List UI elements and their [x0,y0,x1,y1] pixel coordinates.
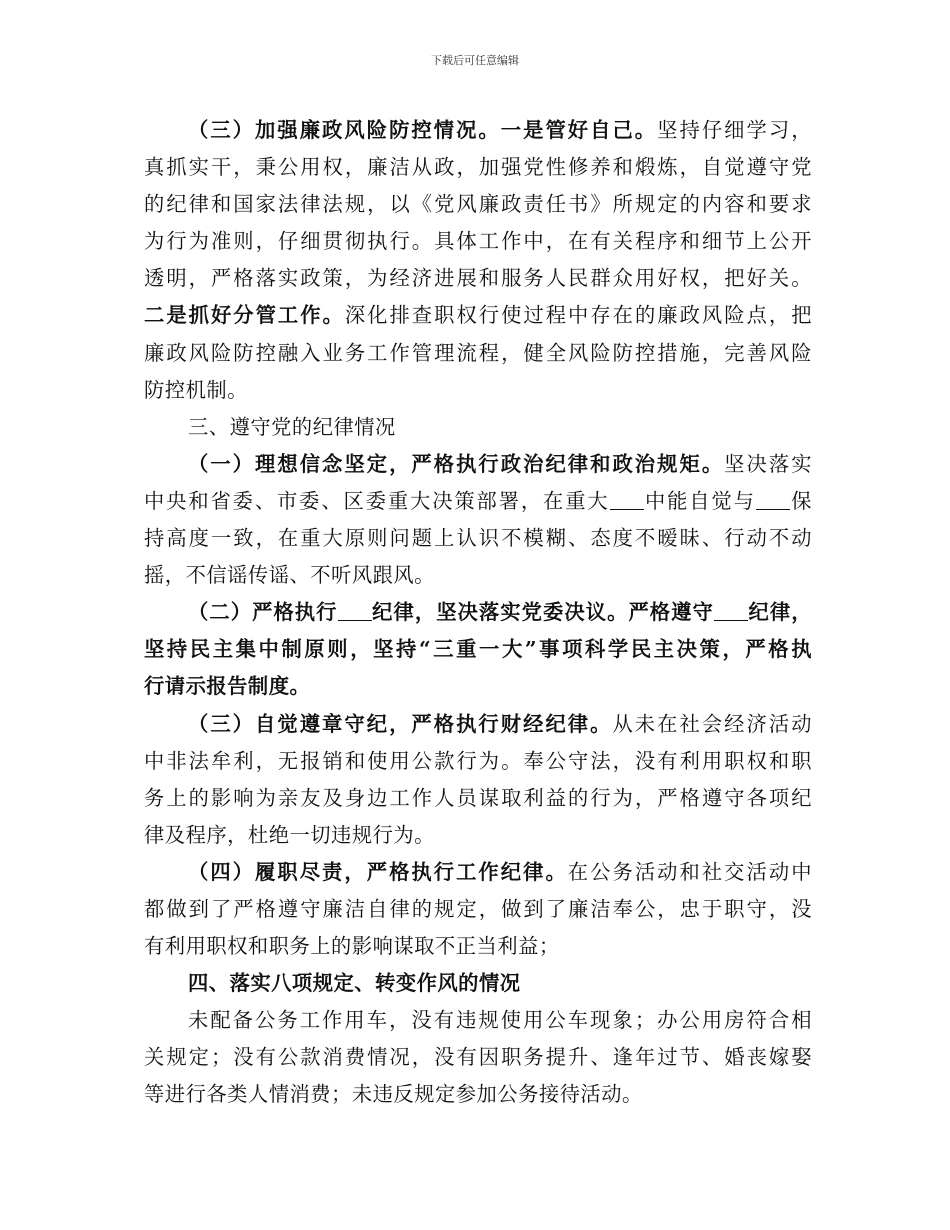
paragraph-line: 坚持民主集中制原则，坚持“三重一大”事项科学民主决策，严格执 [144,637,812,662]
blank-underline [714,600,748,621]
body-text: 从未在社会经济活动 [612,711,812,736]
paragraph-line [144,483,812,520]
paragraph-line: 持高度一致，在重大原则问题上认识不模糊、态度不暧昧、行动不动 [144,526,812,551]
paragraph-line: 透明，严格落实政策，为经济进展和服务人民群众用好权，把好关。 [144,266,812,291]
paragraph-line [144,446,812,483]
paragraph-line [144,706,812,743]
paragraph-line: 真抓实干，秉公用权，廉洁从政，加强党性修养和煅炼，自觉遵守党 [144,155,812,180]
paragraph-line: 行请示报告制度。 [144,674,311,699]
paragraph-line: 未配备公务工作用车，没有违规使用公车现象；办公用房符合相 [188,1008,812,1033]
body-text: 保 [789,488,812,513]
bold-heading: 纪律，坚决落实党委决议。严格遵守 [371,600,714,625]
paragraph-line: 都做到了严格遵守廉洁自律的规定，做到了廉洁奉公，忠于职守，没 [144,896,812,921]
bold-heading: （一）理想信念坚定，严格执行政治纪律和政治规矩。 [188,451,725,476]
paragraph-line: 摇，不信谣传谣、不听风跟风。 [144,563,435,588]
paragraph-line: 防控机制。 [144,377,248,402]
paragraph-line: 关规定；没有公款消费情况，没有因职务提升、逢年过节、婚丧嫁娶 [144,1045,812,1070]
paragraph-line: 务上的影响为亲友及身边工作人员谋取利益的行为，严格遵守各项纪 [144,785,812,810]
paragraph-line: 为行为准则，仔细贯彻执行。具体工作中，在有关程序和细节上公开 [144,229,812,254]
section-heading: 四、落实八项规定、转变作风的情况 [188,971,521,996]
bold-heading: 二是抓好分管工作。 [144,303,345,328]
body-text: 中央和省委、市委、区委重大决策部署，在重大 [144,488,610,513]
body-text: 在公务活动和社交活动中 [567,859,812,884]
bold-heading: 纪律， [747,600,812,625]
body-text: 坚持仔细学习， [657,118,812,142]
body-text: 深化排查职权行使过程中存在的廉政风险点，把 [344,303,812,328]
paragraph-line: 等进行各类人情消费；未违反规定参加公务接待活动。 [144,1082,643,1107]
paragraph-line: 有利用职权和职务上的影响谋取不正当利益； [144,934,560,959]
paragraph-line: 律及程序，杜绝一切违规行为。 [144,822,435,847]
bold-heading: （二）严格执行 [188,600,338,625]
paragraph-line: 中非法牟利，无报销和使用公款行为。奉公守法，没有利用职权和职 [144,748,812,773]
bold-heading: （三）自觉遵章守纪，严格执行财经纪律。 [188,711,613,736]
blank-underline [756,489,790,510]
document-body [144,112,812,1114]
paragraph-line [144,594,812,631]
blank-underline [338,600,372,621]
paragraph-line [144,297,812,334]
blank-underline [610,489,644,510]
page-header: 下载后可任意编辑 [431,54,519,67]
bold-heading: （三）加强廉政风险防控情况。一是管好自己。 [188,118,658,142]
body-text: 中能自觉与 [643,488,756,513]
paragraph-line [144,112,812,149]
section-heading: 三、遵守党的纪律情况 [188,414,396,439]
paragraph-line: 的纪律和国家法律法规，以《党风廉政责任书》所规定的内容和要求 [144,192,812,217]
paragraph-line [144,854,812,891]
paragraph-line: 廉政风险防控融入业务工作管理流程，健全风险防控措施，完善风险 [144,340,812,365]
body-text: 坚决落实 [724,451,812,476]
bold-heading: （四）履职尽责，严格执行工作纪律。 [188,859,568,884]
